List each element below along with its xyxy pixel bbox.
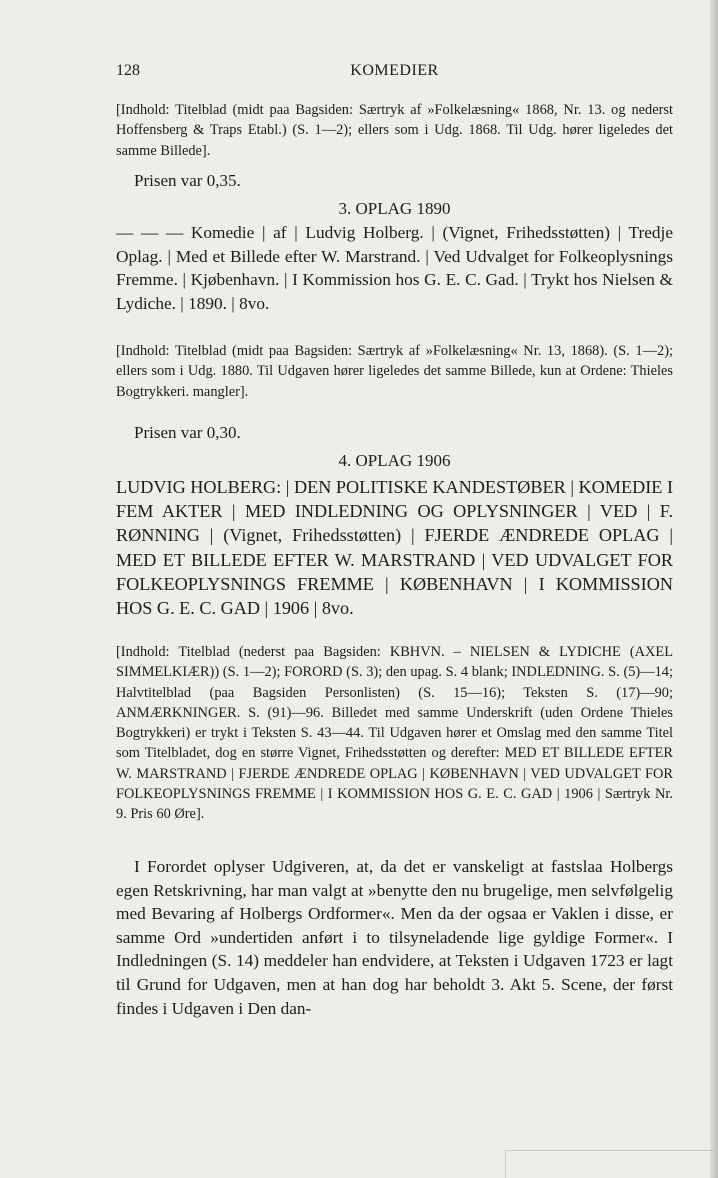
price-line-2: Prisen var 0,30. [134,423,241,442]
contents-note-1868: [Indhold: Titelblad (midt paa Bagsiden: Særtryk af »Folkelæsning« 1868, Nr. 13. og nederst Hoffensberg & Traps Etabl.) (S. 1—2); ellers som i Udg. 1868. Til Udg. hører ligeledes det samme Billede]. [116,102,673,159]
running-title: KOMEDIER [350,62,439,79]
page-header [116,62,673,92]
document-page [116,62,673,1018]
contents-note-1890: [Indhold: Titelblad (midt paa Bagsiden: Særtryk af »Folkelæsning« Nr. 13, 1868). (S. 1—2); ellers som i Udg. 1880. Til Udgaven hører ligeledes det samme Billede, kun at Ordene: Thieles Bogtrykkeri. mangler]. [116,343,673,400]
body-paragraph: I Forordet oplyser Udgiveren, at, da det er vanskeligt at fastslaa Holbergs egen Retskrivning, har man valgt at »benytte den nu brugelige, men selvfølgelig med Bevaring af Holbergs Ordformer«. Men da der ogsaa er Vaklen i disse, er samme Ord »undertiden anført i to tilsyneladende lige gyldige Former«. I Indledningen (S. 14) meddeler han endvidere, at Teksten i Udgaven 1723 er lagt til Grund for Udgaven, men at han dog har beholdt 3. Akt 5. Scene, der først findes i Udgaven i Den dan- [116,857,673,1018]
scan-corner-line [505,1150,718,1151]
page-number: 128 [116,62,140,79]
edition-heading-3: 3. OPLAG 1890 [338,199,451,218]
title-transcription-1906: LUDVIG HOLBERG: | DEN POLITISKE KANDESTØBER | KOMEDIE I FEM AKTER | MED INDLEDNING OG OPLYSNINGER | VED | F. RØNNING | (Vignet, Frihedsstøtten) | FJERDE ÆNDREDE OPLAG | MED ET BILLEDE EFTER W. MARSTRAND | VED UDVALGET FOR FOLKEOPLYSNINGS FREMME | KØBENHAVN | I KOMMISSION HOS G. E. C. GAD | 1906 | 8vo. [116,477,673,619]
page-edge-shadow [710,0,718,1178]
price-line-1: Prisen var 0,35. [134,171,241,190]
scan-corner-line-vertical [505,1150,506,1178]
edition-heading-4: 4. OPLAG 1906 [338,451,451,470]
title-transcription-1890: — — — Komedie | af | Ludvig Holberg. | (Vignet, Frihedsstøtten) | Tredje Oplag. | Med et Billede efter W. Marstrand. | Ved Udvalget for Folkeoplysnings Fremme. | Kjøbenhavn. | I Kommission hos G. E. C. Gad. | Trykt hos Nielsen & Lydiche. | 1890. | 8vo. [116,223,673,313]
contents-note-1906: [Indhold: Titelblad (nederst paa Bagsiden: KBHVN. – NIELSEN & LYDICHE (AXEL SIMMELKIÆR)) (S. 1—2); FORORD (S. 3); den upag. S. 4 blank; INDLEDNING. S. (5)—14; Halvtitelblad (paa Bagsiden Personlisten) (S. 15—16); Teksten S. (17)—90; ANMÆRKNINGER. S. (91)—96. Billedet med samme Underskrift (uden Ordene Thieles Bogtrykkeri) er trykt i Teksten S. 43—44. Til Udgaven hører et Omslag med den samme Titel som Titelbladet, dog en større Vignet, Frihedsstøtten og derefter: MED ET BILLEDE EFTER W. MARSTRAND | FJERDE ÆNDREDE OPLAG | KØBENHAVN | VED UDVALGET FOR FOLKEOPLYSNINGS FREMME | I KOMMISSION HOS G. E. C. GAD | 1906 | Særtryk Nr. 9. Pris 60 Øre]. [116,644,673,823]
